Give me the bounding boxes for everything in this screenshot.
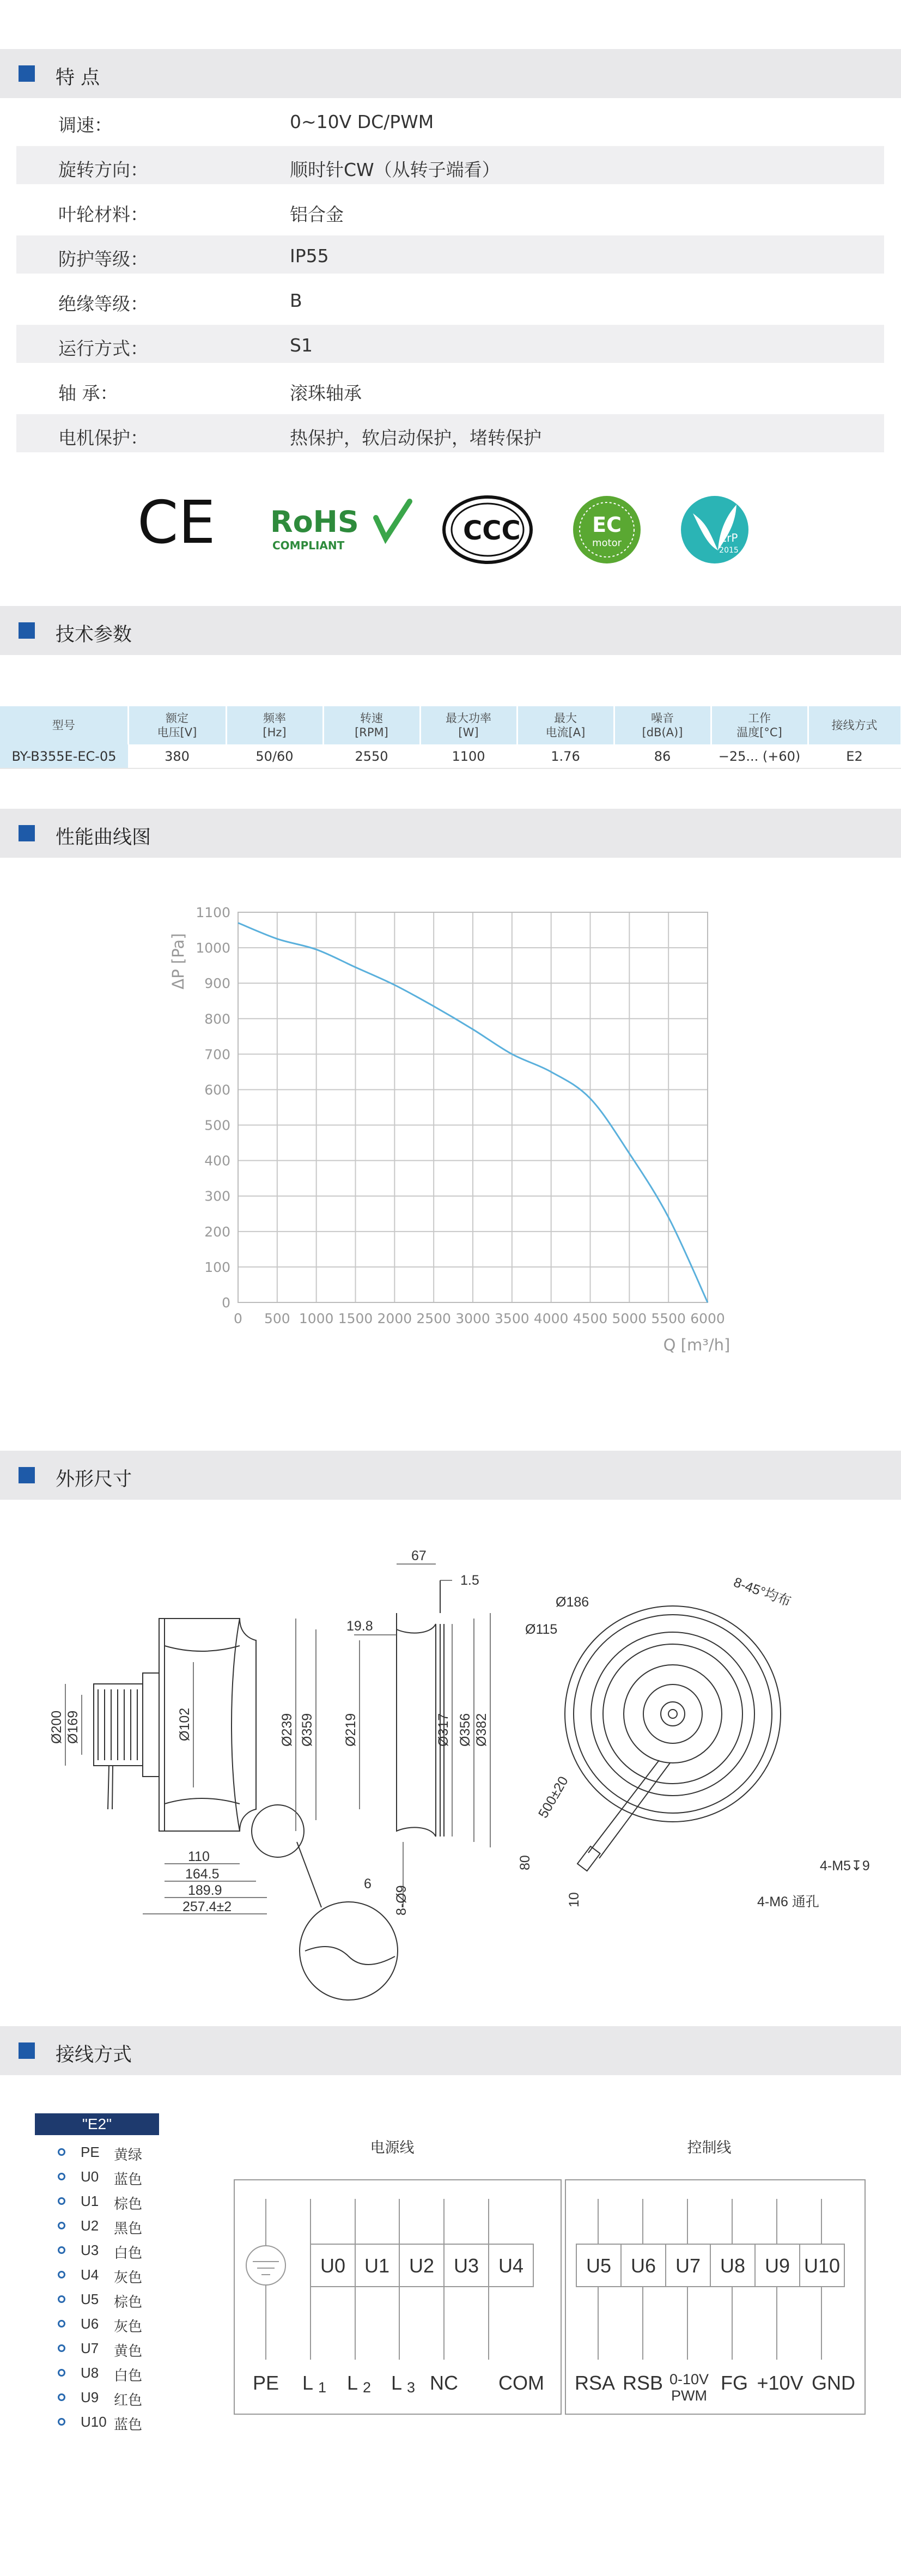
section-bullet-icon: [19, 65, 35, 82]
legend-item: PE 黄绿: [35, 2141, 159, 2165]
control-line-title: 控制线: [687, 2139, 732, 2156]
y-tick-label: 100: [204, 1259, 230, 1275]
feature-value: S1: [290, 335, 313, 356]
svg-text:67: 67: [411, 1548, 427, 1563]
svg-text:1.5: 1.5: [460, 1573, 479, 1588]
section-bullet-icon: [19, 1467, 35, 1483]
terminal-label: U7: [675, 2254, 701, 2277]
feature-key: 防护等级：: [58, 248, 148, 270]
terminal-label: U3: [453, 2254, 479, 2277]
wire-subscript: 3: [407, 2379, 416, 2396]
x-tick-label: 4000: [533, 1311, 569, 1326]
svg-text:CCC: CCC: [463, 516, 521, 546]
section-header-wiring: [0, 2026, 901, 2075]
x-tick-label: 3000: [455, 1311, 490, 1326]
svg-text:Ø169: Ø169: [65, 1710, 81, 1744]
feature-key: 旋转方向：: [58, 159, 148, 180]
spec-header: 噪音 [dB(A)]: [614, 706, 711, 744]
feature-key: 电机保护：: [58, 427, 148, 448]
terminal-label: U2: [409, 2254, 435, 2277]
y-tick-label: 500: [204, 1117, 230, 1134]
cert-logos: [0, 485, 901, 567]
bullet-icon: [58, 2173, 65, 2180]
x-tick-label: 5500: [651, 1311, 686, 1326]
spec-header: 工作 温度[°C]: [711, 706, 808, 744]
svg-text:Ø239: Ø239: [279, 1713, 295, 1747]
wire-function-label: L: [302, 2372, 314, 2394]
bullet-icon: [58, 2369, 65, 2377]
svg-text:80: 80: [518, 1855, 533, 1870]
bullet-icon: [58, 2418, 65, 2426]
spec-header: 型号: [0, 706, 128, 744]
svg-text:110: 110: [188, 1849, 210, 1864]
spec-cell: 380: [128, 744, 226, 768]
feature-key: 运行方式：: [58, 338, 148, 359]
section-title: 特 点: [56, 67, 100, 89]
svg-text:ErP: ErP: [720, 531, 738, 544]
y-tick-label: 600: [204, 1082, 230, 1098]
spec-cell: 50/60: [226, 744, 323, 768]
legend-item: U10 蓝色: [35, 2410, 159, 2435]
svg-text:Ø317: Ø317: [436, 1713, 451, 1747]
dimension-drawing: [0, 1504, 901, 2022]
spec-cell: −25... (+60): [711, 744, 808, 768]
svg-text:19.8: 19.8: [346, 1619, 373, 1634]
x-tick-label: 1000: [299, 1311, 334, 1326]
x-tick-label: 1500: [338, 1311, 373, 1326]
wire-function-label: L: [346, 2372, 358, 2394]
bullet-icon: [58, 2148, 65, 2156]
svg-text:Ø200: Ø200: [49, 1710, 64, 1744]
y-tick-label: 400: [204, 1153, 230, 1169]
fan-side-view: [94, 1619, 256, 1831]
terminal-label: U5: [586, 2254, 612, 2277]
feature-key: 调速：: [58, 114, 112, 136]
terminal-label: U4: [498, 2254, 524, 2277]
feature-value: 铝合金: [290, 204, 344, 225]
svg-text:10: 10: [567, 1892, 582, 1907]
feature-value: 滚珠轴承: [290, 383, 362, 404]
ce-mark-icon: [137, 489, 216, 557]
bullet-icon: [58, 2197, 65, 2205]
wire-function-label: +10V: [757, 2372, 803, 2394]
legend-title: "E2": [35, 2113, 159, 2135]
wire-function-label: NC: [430, 2372, 458, 2394]
svg-text:Ø382: Ø382: [474, 1713, 489, 1747]
svg-text:EC: EC: [592, 513, 622, 537]
wire-subscript: 1: [318, 2379, 327, 2396]
spec-header: 最大功率 [W]: [420, 706, 517, 744]
feature-key: 绝缘等级：: [58, 293, 148, 314]
spec-header: 最大 电流[A]: [517, 706, 614, 744]
x-tick-label: 2500: [416, 1311, 451, 1326]
svg-text:189.9: 189.9: [188, 1883, 222, 1898]
wire-function-label: RSB: [622, 2372, 663, 2394]
terminal-label: U9: [764, 2254, 790, 2277]
section-title: 性能曲线图: [56, 827, 151, 848]
spec-cell: 1100: [420, 744, 517, 768]
spec-header: 频率 [Hz]: [226, 706, 323, 744]
wire-function-label: GND: [812, 2372, 855, 2394]
ccc-logo-icon: [444, 497, 531, 562]
section-header-tech: [0, 606, 901, 655]
feature-row: [16, 325, 884, 363]
feature-key: 轴 承：: [58, 383, 118, 404]
x-tick-label: 4500: [573, 1311, 608, 1326]
y-tick-label: 0: [222, 1295, 230, 1311]
feature-row: [16, 146, 884, 184]
legend-item: U4 灰色: [35, 2263, 159, 2288]
x-tick-label: 5000: [612, 1311, 647, 1326]
power-line-title: 电源线: [370, 2139, 415, 2156]
svg-text:COMPLIANT: COMPLIANT: [272, 539, 345, 552]
feature-value: 热保护，软启动保护，堵转保护: [290, 427, 541, 448]
x-tick-label: 3500: [495, 1311, 529, 1326]
spec-header: 接线方式: [808, 706, 901, 744]
wire-function-label: RSA: [574, 2372, 616, 2394]
wire-function-label: PE: [252, 2372, 279, 2394]
y-tick-label: 1000: [196, 940, 230, 956]
fan-front-view: [565, 1606, 781, 1871]
section-bullet-icon: [19, 622, 35, 639]
rohs-logo-icon: [270, 501, 410, 552]
svg-text:Ø356: Ø356: [458, 1713, 473, 1747]
legend-item: U0 蓝色: [35, 2165, 159, 2190]
spec-row: [0, 744, 901, 768]
svg-text:164.5: 164.5: [185, 1866, 220, 1882]
terminal-label: U0: [320, 2254, 346, 2277]
section-header-features: [0, 49, 901, 98]
svg-text:Ø115: Ø115: [525, 1622, 558, 1637]
y-tick-label: 800: [204, 1011, 230, 1027]
svg-text:4-M6 通孔: 4-M6 通孔: [757, 1894, 819, 1910]
legend-item: U5 棕色: [35, 2288, 159, 2312]
section-title: 技术参数: [56, 624, 132, 646]
feature-key: 叶轮材料：: [58, 204, 148, 225]
feature-row: [16, 369, 884, 408]
x-tick-label: 0: [234, 1311, 242, 1326]
svg-text:500±20: 500±20: [535, 1773, 571, 1821]
feature-value: IP55: [290, 245, 329, 266]
section-bullet-icon: [19, 825, 35, 841]
spec-header-row: [0, 706, 901, 744]
wire-function-label: 0-10V: [669, 2371, 709, 2387]
legend-item: U8 白色: [35, 2361, 159, 2386]
bullet-icon: [58, 2393, 65, 2401]
legend-item: U3 白色: [35, 2239, 159, 2263]
wiring-diagram: [229, 2136, 872, 2420]
feature-row: [16, 235, 884, 274]
x-tick-label: 2000: [377, 1311, 412, 1326]
x-axis-label: Q [m³/h]: [663, 1336, 730, 1354]
svg-text:Ø102: Ø102: [177, 1707, 192, 1741]
feature-row: [16, 414, 884, 452]
legend-item: U2 黑色: [35, 2214, 159, 2239]
svg-text:4-M5↧9: 4-M5↧9: [820, 1858, 870, 1874]
y-tick-label: 900: [204, 975, 230, 992]
wire-color-legend: [35, 2113, 159, 2435]
y-tick-label: 1100: [196, 905, 230, 920]
legend-item: U6 灰色: [35, 2312, 159, 2337]
x-tick-label: 500: [264, 1311, 290, 1326]
svg-text:257.4±2: 257.4±2: [182, 1899, 232, 1914]
legend-item: U1 棕色: [35, 2190, 159, 2214]
svg-text:8-45°均布: 8-45°均布: [731, 1574, 793, 1610]
wire-function-sub: PWM: [671, 2387, 707, 2404]
spec-cell-model: BY-B355E-EC-05: [0, 744, 128, 768]
detail-circle: [252, 1805, 398, 2000]
bullet-icon: [58, 2271, 65, 2278]
ground-icon: [246, 2246, 285, 2285]
x-tick-label: 6000: [690, 1311, 725, 1326]
inlet-ring-view: [397, 1580, 444, 1836]
y-tick-label: 300: [204, 1188, 230, 1204]
svg-text:Ø359: Ø359: [300, 1713, 315, 1747]
terminal-label: U6: [630, 2254, 656, 2277]
svg-text:Ø219: Ø219: [343, 1713, 358, 1747]
spec-cell: 1.76: [517, 744, 614, 768]
spec-table: [0, 706, 901, 769]
bullet-icon: [58, 2295, 65, 2303]
svg-text:RoHS: RoHS: [270, 505, 359, 539]
bullet-icon: [58, 2344, 65, 2352]
ec-motor-icon: [573, 496, 641, 563]
feature-value: B: [290, 290, 302, 311]
erp-logo-icon: [681, 496, 748, 563]
svg-text:2015: 2015: [719, 546, 739, 555]
feature-row: [16, 101, 884, 140]
y-tick-label: 700: [204, 1046, 230, 1063]
y-tick-label: 200: [204, 1223, 230, 1240]
terminal-label: U1: [364, 2254, 390, 2277]
spec-cell: E2: [808, 744, 901, 768]
y-axis-label: ΔP [Pa]: [169, 933, 187, 990]
wire-function-label: L: [391, 2372, 403, 2394]
svg-text:motor: motor: [592, 537, 622, 549]
feature-value: 0~10V DC/PWM: [290, 111, 434, 132]
svg-text:6: 6: [364, 1876, 372, 1892]
legend-item: U7 黄色: [35, 2337, 159, 2361]
bullet-icon: [58, 2320, 65, 2328]
spec-header: 额定 电压[V]: [128, 706, 226, 744]
section-header-dims: [0, 1451, 901, 1500]
legend-item: U9 红色: [35, 2386, 159, 2410]
feature-row: [16, 280, 884, 318]
bullet-icon: [58, 2222, 65, 2229]
wire-function-label: FG: [721, 2372, 748, 2394]
spec-header: 转速 [RPM]: [323, 706, 420, 744]
terminal-label: U8: [720, 2254, 746, 2277]
spec-cell: 86: [614, 744, 711, 768]
spec-cell: 2550: [323, 744, 420, 768]
section-title: 外形尺寸: [56, 1469, 132, 1490]
wire-function-label: COM: [498, 2372, 544, 2394]
terminal-label: U10: [803, 2254, 841, 2277]
section-title: 接线方式: [56, 2044, 132, 2066]
bullet-icon: [58, 2246, 65, 2254]
feature-row: [16, 191, 884, 229]
svg-text:CE: CE: [137, 489, 216, 557]
svg-text:Ø186: Ø186: [556, 1595, 589, 1610]
section-bullet-icon: [19, 2042, 35, 2059]
wire-subscript: 2: [363, 2379, 372, 2396]
section-header-curve: [0, 809, 901, 858]
svg-text:8-Ø9: 8-Ø9: [394, 1885, 409, 1916]
performance-chart: [0, 872, 901, 1417]
feature-value: 顺时针CW（从转子端看）: [290, 159, 500, 180]
